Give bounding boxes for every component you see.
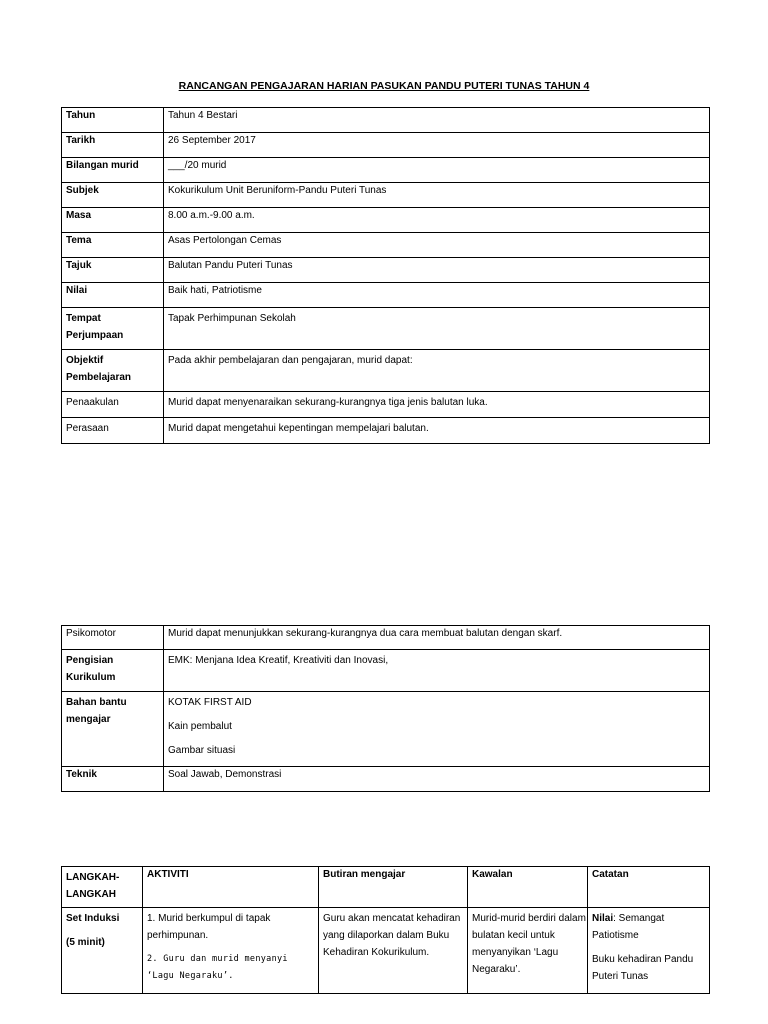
lesson-continued-table	[61, 625, 710, 792]
table-row	[62, 650, 710, 692]
row-label: Tarikh	[62, 133, 164, 158]
label-line: Tempat	[66, 313, 101, 324]
row-label	[62, 350, 164, 392]
header-line: LANGKAH-	[66, 872, 120, 883]
row-value: Tahun 4 Bestari	[164, 108, 710, 133]
table-row	[62, 626, 710, 650]
table-row	[62, 258, 710, 283]
table-header-row	[62, 867, 710, 908]
table-row	[62, 692, 710, 767]
catatan-note: Buku kehadiran Pandu Puteri Tunas	[592, 954, 694, 982]
row-value: Murid dapat mengetahui kepentingan mempelajari balutan.	[164, 418, 710, 444]
header-butiran: Butiran mengajar	[319, 867, 468, 908]
row-label	[62, 650, 164, 692]
label-line: mengajar	[66, 714, 111, 725]
row-label: Perasaan	[62, 418, 164, 444]
row-value: 8.00 a.m.-9.00 a.m.	[164, 208, 710, 233]
row-value: 26 September 2017	[164, 133, 710, 158]
row-value: EMK: Menjana Idea Kreatif, Kreativiti dan Inovasi,	[164, 650, 710, 692]
label-line: Perjumpaan	[66, 330, 124, 341]
row-value: Asas Pertolongan Cemas	[164, 233, 710, 258]
table-row	[62, 350, 710, 392]
catatan-value: : Semangat Patiotisme	[592, 913, 665, 941]
catatan-nilai	[592, 910, 709, 944]
table-row	[62, 208, 710, 233]
aktiviti-item: 2. Guru dan murid menyanyi ‘Lagu Negaraku’.	[147, 954, 288, 981]
table-row	[62, 108, 710, 133]
row-label: Psikomotor	[62, 626, 164, 650]
header-kawalan: Kawalan	[468, 867, 588, 908]
table-row	[62, 158, 710, 183]
row-value: Pada akhir pembelajaran dan pengajaran, murid dapat:	[164, 350, 710, 392]
row-value: Soal Jawab, Demonstrasi	[164, 767, 710, 792]
row-label: Penaakulan	[62, 392, 164, 418]
label-line: Pembelajaran	[66, 372, 132, 383]
row-label: Tahun	[62, 108, 164, 133]
header-aktiviti: AKTIVITI	[143, 867, 319, 908]
row-label: Tajuk	[62, 258, 164, 283]
row-value: Murid dapat menyenaraikan sekurang-kurangnya tiga jenis balutan luka.	[164, 392, 710, 418]
aktiviti-cell	[143, 908, 319, 994]
row-value: ___/20 murid	[164, 158, 710, 183]
row-label	[62, 308, 164, 350]
table-row	[62, 418, 710, 444]
label-line: Kurikulum	[66, 672, 116, 683]
label-line: Bahan bantu	[66, 697, 127, 708]
row-label: Tema	[62, 233, 164, 258]
row-label	[62, 692, 164, 767]
row-label: Subjek	[62, 183, 164, 208]
langkah-name: Set Induksi	[66, 913, 120, 924]
table-row	[62, 133, 710, 158]
row-label: Nilai	[62, 283, 164, 308]
catatan-label: Nilai	[592, 913, 614, 924]
label-line: Objektif	[66, 355, 104, 366]
catatan-cell	[588, 908, 710, 994]
row-value	[164, 692, 710, 767]
row-label: Masa	[62, 208, 164, 233]
kawalan-cell: Murid-murid berdiri dalam bulatan kecil untuk menyanyikan ‘Lagu Negaraku’.	[468, 908, 588, 994]
row-value: Balutan Pandu Puteri Tunas	[164, 258, 710, 283]
header-langkah	[62, 867, 143, 908]
table-row	[62, 392, 710, 418]
table-row	[62, 183, 710, 208]
langkah-cell	[62, 908, 143, 994]
butiran-cell: Guru akan mencatat kehadiran yang dilaporkan dalam Buku Kehadiran Kokurikulum.	[319, 908, 468, 994]
header-line: LANGKAH	[66, 889, 116, 900]
header-catatan: Catatan	[588, 867, 710, 908]
lesson-info-table	[61, 107, 710, 444]
row-value: Tapak Perhimpunan Sekolah	[164, 308, 710, 350]
aktiviti-item: 1. Murid berkumpul di tapak perhimpunan.	[147, 913, 271, 941]
table-row	[62, 908, 710, 994]
table-row	[62, 308, 710, 350]
table-row	[62, 233, 710, 258]
row-label: Teknik	[62, 767, 164, 792]
list-item: KOTAK FIRST AID	[168, 697, 252, 708]
table-row	[62, 283, 710, 308]
label-line: Pengisian	[66, 655, 114, 666]
row-value: Kokurikulum Unit Beruniform-Pandu Puteri Tunas	[164, 183, 710, 208]
list-item: Kain pembalut	[168, 721, 232, 732]
list-item: Gambar situasi	[168, 745, 236, 756]
row-label: Bilangan murid	[62, 158, 164, 183]
langkah-time: (5 minit)	[66, 937, 105, 948]
row-value: Baik hati, Patriotisme	[164, 283, 710, 308]
activity-table	[61, 866, 710, 994]
row-value: Murid dapat menunjukkan sekurang-kurangnya dua cara membuat balutan dengan skarf.	[164, 626, 710, 650]
table-row	[62, 767, 710, 792]
page-title: RANCANGAN PENGAJARAN HARIAN PASUKAN PANDU PUTERI TUNAS TAHUN 4	[178, 80, 590, 92]
